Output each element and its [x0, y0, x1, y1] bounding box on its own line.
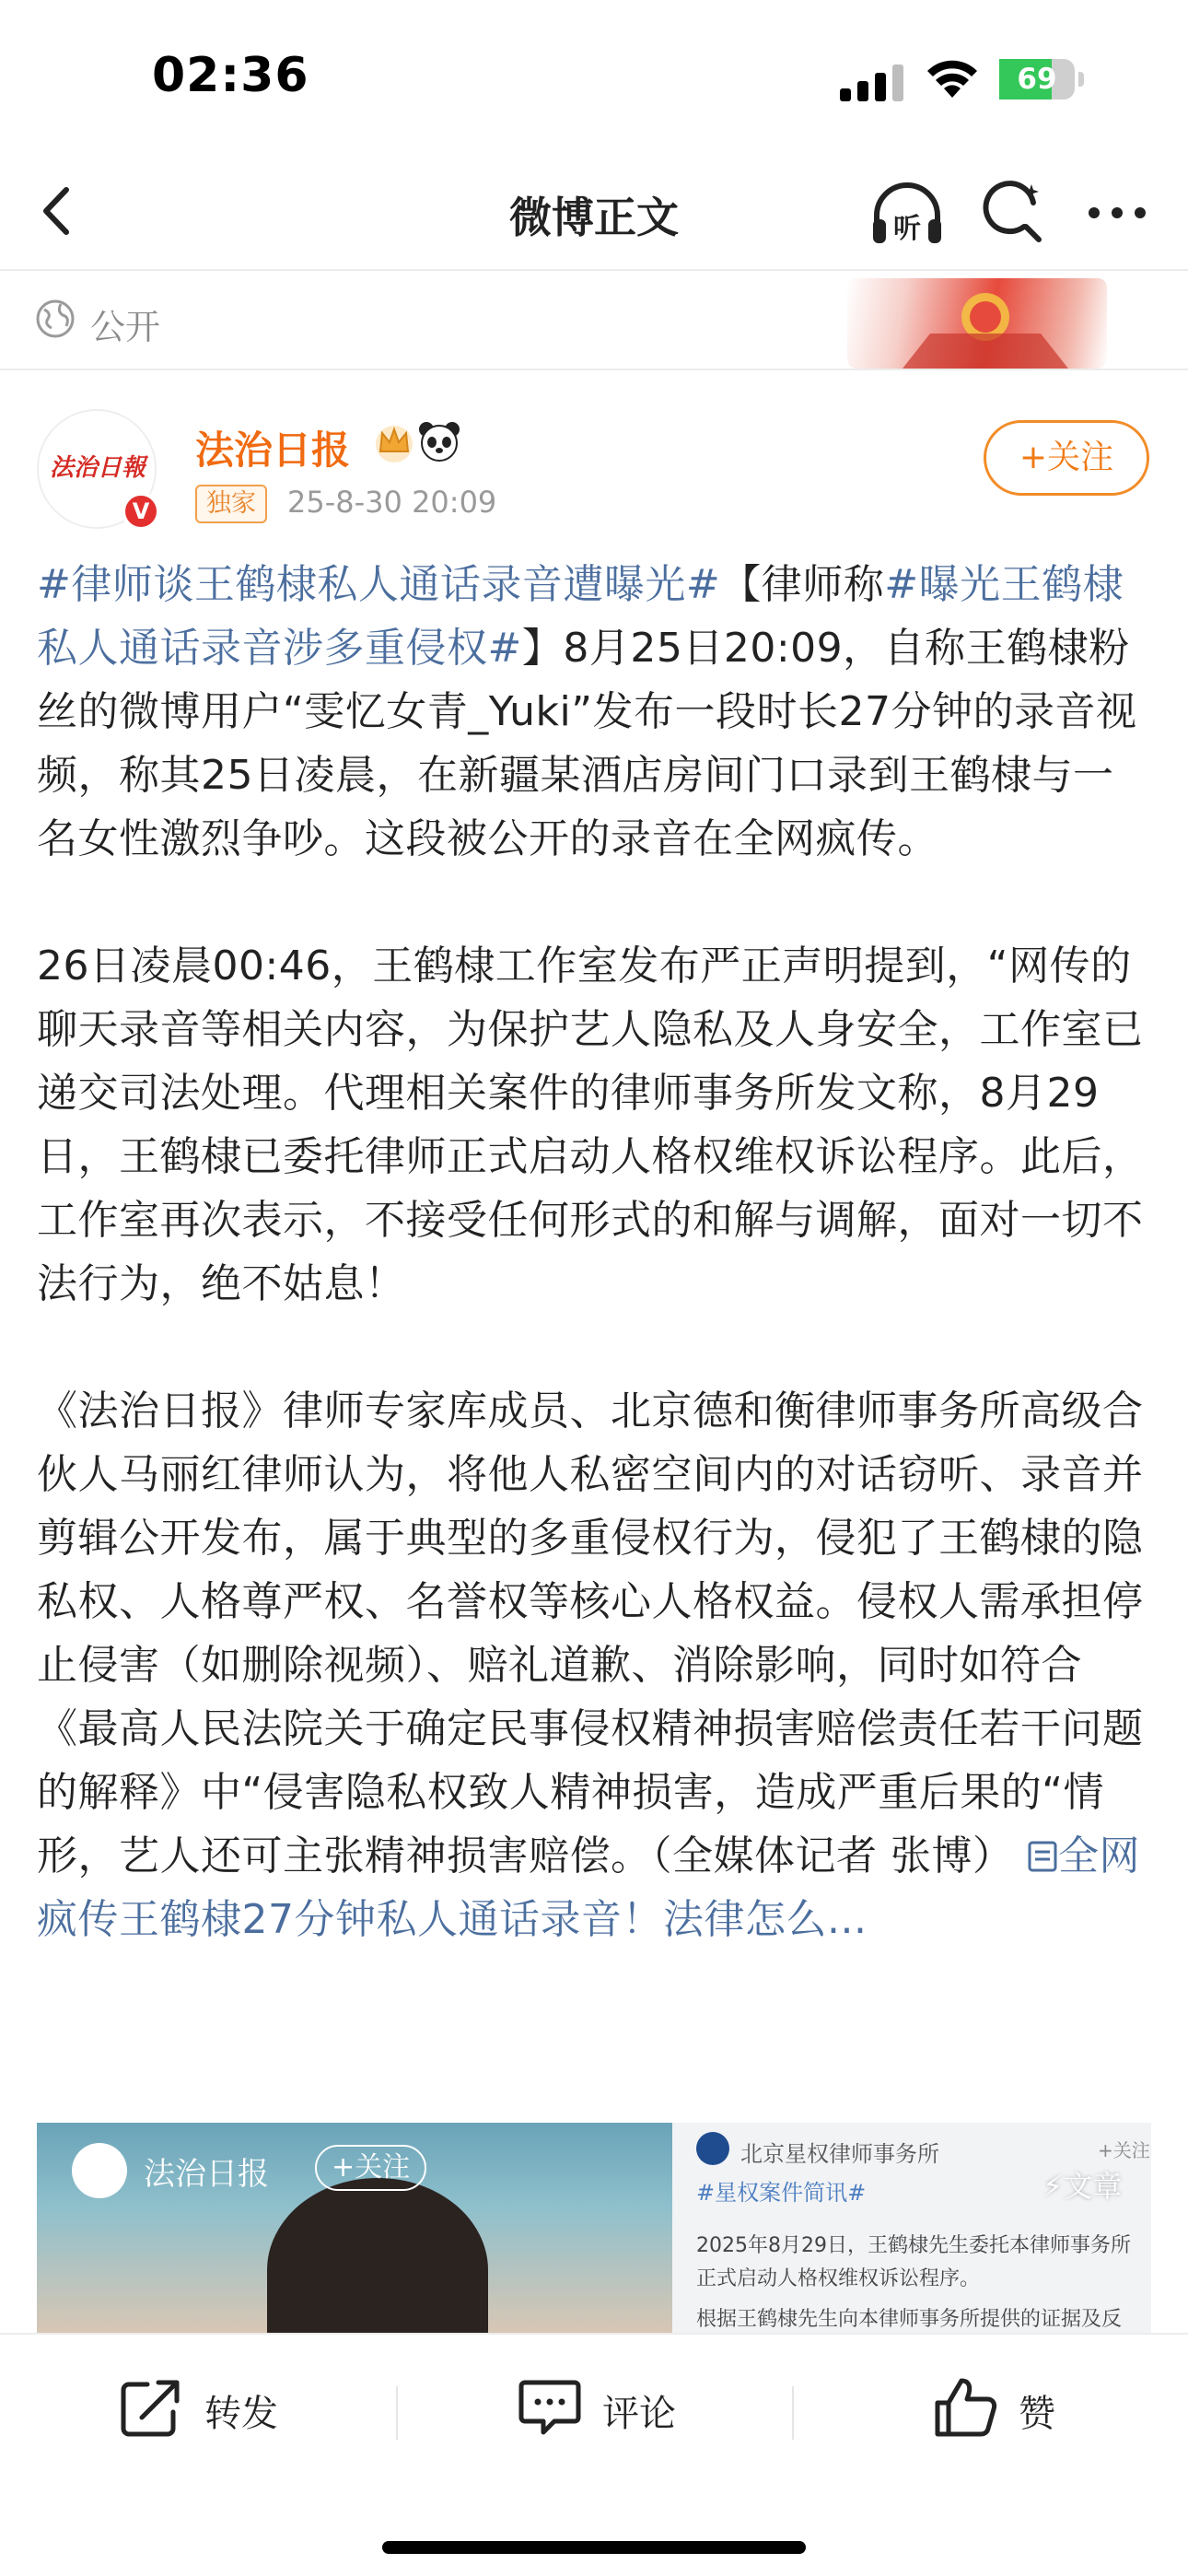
card-text-line-1: 2025年8月29日，王鹤棣先生委托本律师事务所正式启动人格权维权诉讼程序。	[696, 2234, 1131, 2290]
article-link-text[interactable]: 全网疯传王鹤棣27分钟私人通话录音！法律怎么...	[37, 1832, 1140, 1943]
card-firm-follow: +关注	[1098, 2139, 1150, 2161]
page-title: 微博正文	[509, 193, 679, 242]
thumbs-up-icon	[934, 2377, 998, 2438]
action-divider	[396, 2386, 398, 2440]
decorative-banner-image	[847, 278, 1107, 369]
card-document	[672, 2123, 1151, 2335]
panda-icon	[416, 418, 462, 464]
battery-level: 69	[1017, 63, 1057, 96]
forward-button[interactable]	[120, 2371, 304, 2445]
search-icon[interactable]	[978, 179, 1046, 247]
listen-label: 听	[893, 213, 921, 245]
avatar-logo-text: 法治日報	[49, 454, 146, 482]
author-name[interactable]: 法治日报	[195, 427, 351, 473]
comment-icon	[518, 2377, 582, 2438]
wifi-icon	[926, 57, 979, 100]
like-label: 赞	[1019, 2393, 1055, 2435]
post-body	[37, 553, 1153, 1951]
battery-indicator	[999, 59, 1084, 100]
topic-link-1[interactable]: #律师谈王鹤棣私人通话录音遭曝光#	[37, 561, 721, 608]
card-text-line-2: 根据王鹤棣先生向本律师事务所提供的证据及反	[696, 2308, 1123, 2331]
card-firm-name: 北京星权律师事务所	[740, 2141, 939, 2167]
share-icon	[120, 2377, 184, 2438]
post-timestamp: 25-8-30 20:09	[287, 485, 497, 520]
card-hashtag: #星权案件简讯#	[696, 2180, 867, 2206]
action-divider	[792, 2386, 794, 2440]
more-options-icon[interactable]	[1083, 179, 1151, 247]
avatar[interactable]	[37, 409, 157, 529]
comment-label: 评论	[602, 2393, 676, 2435]
status-time: 02:36	[152, 48, 309, 103]
card-photo	[37, 2123, 672, 2335]
topic-link-2[interactable]: #曝光王鹤棣私人通话录音涉多重侵权#	[37, 561, 1124, 672]
status-bar	[0, 0, 1188, 157]
globe-icon	[35, 299, 76, 339]
like-button[interactable]	[934, 2371, 1118, 2445]
card-follow-button[interactable]: +关注	[315, 2145, 426, 2191]
visibility-label: 公开	[90, 307, 161, 347]
card-author-logo-icon	[72, 2143, 127, 2198]
listen-headphones-icon[interactable]	[868, 177, 947, 251]
crown-icon	[372, 420, 416, 464]
post-paragraph-2: 26日凌晨00:46，王鹤棣工作室发布严正声明提到，“网传的聊天录音等相关内容，为保护艺人隐私及人身安全，工作室已递交司法处理。代理相关案件的律师事务所发文称，8月29日，王鹤棣已委托律师正式启动人格权维权诉讼程序。此后，工作室再次表示，不接受任何形式的和解与调解，面对一切不法行为，绝不姑息！	[37, 943, 1144, 1307]
verified-badge-icon: V	[122, 492, 160, 531]
battery-body	[999, 59, 1075, 100]
action-bar	[0, 2333, 1188, 2489]
battery-cap	[1078, 72, 1084, 87]
exclusive-tag: 独家	[195, 485, 267, 523]
card-author-name: 法治日报	[144, 2156, 269, 2193]
cellular-signal-icon	[840, 64, 904, 101]
avatar-logo	[48, 435, 147, 499]
card-article-badge: ⚡文章	[1042, 2169, 1123, 2204]
home-indicator	[382, 2541, 806, 2554]
forward-label: 转发	[204, 2393, 278, 2435]
emblem-icon	[847, 278, 1107, 369]
follow-button[interactable]: +关注	[984, 420, 1149, 496]
post-text-3: 《法治日报》律师专家库成员、北京德和衡律师事务所高级合伙人马丽红律师认为，将他人私密空间内的对话窃听、录音并剪辑公开发布，属于典型的多重侵权行为，侵犯了王鹤棣的隐私权、人格尊严权、名誉权等核心人格权益。侵权人需承担停止侵害（如删除视频）、赔礼道歉、消除影响，同时如符合《最高人民法院关于确定民事侵权精神损害赔偿责任若干问题的解释》中“侵害隐私权致人精神损害，造成严重后果的“情形，艺人还可主张精神损害赔偿。（全媒体记者 张博）	[37, 1388, 1144, 1879]
visibility-row	[0, 271, 1188, 370]
post-text-1a: 【律师称	[720, 561, 885, 608]
nav-bar	[0, 157, 1188, 271]
article-icon	[1027, 1838, 1058, 1873]
post-paragraph-1	[37, 553, 1153, 871]
post-text-1b: 】8月25日20:09，自称王鹤棣粉丝的微博用户“雯忆女青_Yuki”发布一段时长27分钟的录音视频，称其25日凌晨，在新疆某酒店房间门口录到王鹤棣与一名女性激烈争吵。这段被公开的录音在全网疯传。	[37, 625, 1137, 862]
post-paragraph-3	[37, 1379, 1153, 1951]
law-firm-logo-icon	[696, 2132, 729, 2165]
comment-button[interactable]	[518, 2371, 702, 2445]
embedded-image-card[interactable]	[37, 2123, 1151, 2335]
